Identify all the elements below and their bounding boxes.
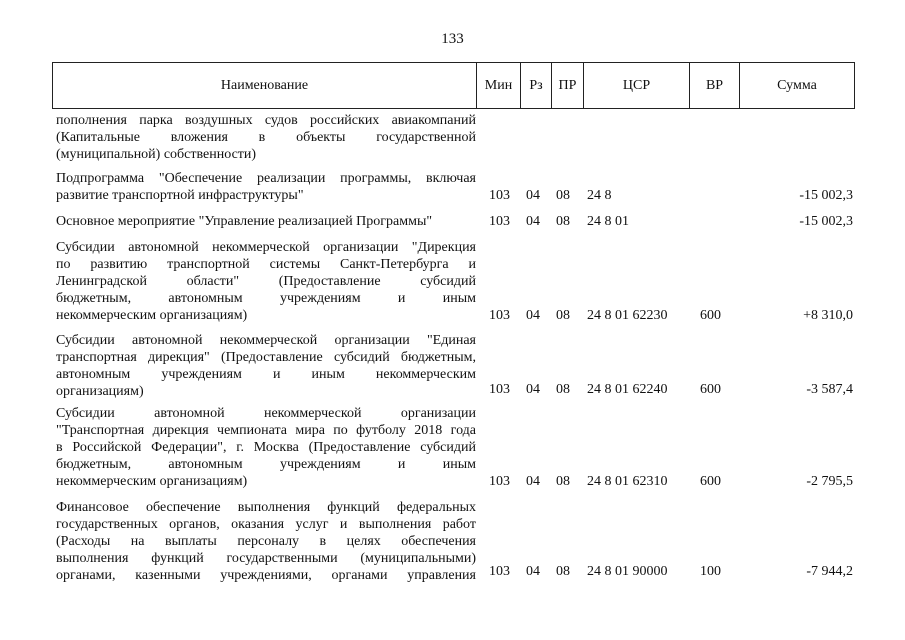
row-min: 103: [489, 308, 510, 323]
row-csr: 24 8 01 62310: [587, 474, 668, 489]
row-min: 103: [489, 214, 510, 229]
row-name: [56, 405, 476, 490]
row-name-line: транспортная дирекция" (Предоставление субсидий бюджетным,: [56, 350, 476, 365]
row-name-line: (Капитальные вложения в объекты государственной: [56, 130, 476, 145]
row-name-line: "Транспортная дирекция чемпионата мира по футболу 2018 года: [56, 423, 476, 438]
row-rz: 04: [526, 474, 540, 489]
row-vr: 600: [700, 382, 721, 397]
row-name: [56, 239, 476, 324]
row-rz: 04: [526, 382, 540, 397]
row-csr: 24 8 01: [587, 214, 629, 229]
row-name-line: некоммерческим организациям): [56, 308, 248, 323]
row-name-line: Финансовое обеспечение выполнения функций федеральных: [56, 500, 476, 515]
row-name-line: пополнения парка воздушных судов российских авиакомпаний: [56, 113, 476, 128]
row-name-line: (Расходы на выплаты персоналу в целях обеспечения: [56, 534, 476, 549]
column-header-min: Мин: [477, 63, 521, 108]
row-name-line: Субсидии автономной некоммерческой организации "Дирекция: [56, 240, 476, 255]
row-min: 103: [489, 564, 510, 579]
row-vr: 600: [700, 308, 721, 323]
row-name-line: Подпрограмма "Обеспечение реализации программы, включая: [56, 171, 476, 186]
row-name: [56, 499, 476, 584]
row-name-line: Субсидии автономной некоммерческой организации: [56, 406, 476, 421]
row-name-line: некоммерческим организациям): [56, 474, 248, 489]
row-pr: 08: [556, 382, 570, 397]
row-sum: -3 587,4: [806, 382, 853, 397]
column-header-pr: ПР: [552, 63, 584, 108]
row-csr: 24 8 01 62240: [587, 382, 668, 397]
row-name-line: организациям): [56, 384, 144, 399]
row-name-line: органами, казенными учреждениями, органами управления: [56, 568, 476, 583]
row-pr: 08: [556, 308, 570, 323]
row-vr: 600: [700, 474, 721, 489]
column-header-sum: Сумма: [777, 77, 817, 93]
column-header-rz: Рз: [521, 63, 552, 108]
row-csr: 24 8: [587, 188, 612, 203]
row-name-line: (муниципальной) собственности): [56, 147, 257, 162]
row-rz: 04: [526, 308, 540, 323]
row-pr: 08: [556, 214, 570, 229]
row-name-line: по развитию транспортной системы Санкт-Петербурга и: [56, 257, 476, 272]
column-header-name: Наименование: [53, 63, 477, 108]
row-name-line: бюджетным, автономным учреждениям и иным: [56, 457, 476, 472]
row-name-line: бюджетным, автономным учреждениям и иным: [56, 291, 476, 306]
row-pr: 08: [556, 564, 570, 579]
row-rz: 04: [526, 188, 540, 203]
page-number: 133: [441, 31, 464, 47]
row-min: 103: [489, 188, 510, 203]
row-name-line: развитие транспортной инфраструктуры": [56, 188, 304, 203]
row-name-line: автономным учреждениям и иным некоммерческим: [56, 367, 476, 382]
row-vr: 100: [700, 564, 721, 579]
row-sum: -15 002,3: [799, 214, 853, 229]
row-name: [56, 332, 476, 400]
row-csr: 24 8 01 62230: [587, 308, 668, 323]
row-name: [56, 112, 476, 163]
row-min: 103: [489, 474, 510, 489]
row-pr: 08: [556, 474, 570, 489]
row-csr: 24 8 01 90000: [587, 564, 668, 579]
row-sum: -2 795,5: [806, 474, 853, 489]
row-name-line: выполнения функций государственными (муниципальными): [56, 551, 476, 566]
table-header: [52, 62, 855, 109]
row-rz: 04: [526, 214, 540, 229]
row-name-line: Субсидии автономной некоммерческой организации "Единая: [56, 333, 476, 348]
row-name-line: в Российской Федерации", г. Москва (Предоставление субсидий: [56, 440, 476, 455]
column-header-csr: ЦСР: [584, 63, 690, 108]
row-name: [56, 170, 476, 204]
row-min: 103: [489, 382, 510, 397]
row-name-line: Основное мероприятие "Управление реализацией Программы": [56, 214, 433, 229]
row-name: [56, 213, 476, 230]
row-name-line: государственных органов, оказания услуг и выполнения работ: [56, 517, 476, 532]
row-sum: -7 944,2: [806, 564, 853, 579]
row-sum: +8 310,0: [803, 308, 853, 323]
row-rz: 04: [526, 564, 540, 579]
column-header-vr: ВР: [690, 63, 740, 108]
row-pr: 08: [556, 188, 570, 203]
row-name-line: Ленинградской области" (Предоставление субсидий: [56, 274, 476, 289]
row-sum: -15 002,3: [799, 188, 853, 203]
